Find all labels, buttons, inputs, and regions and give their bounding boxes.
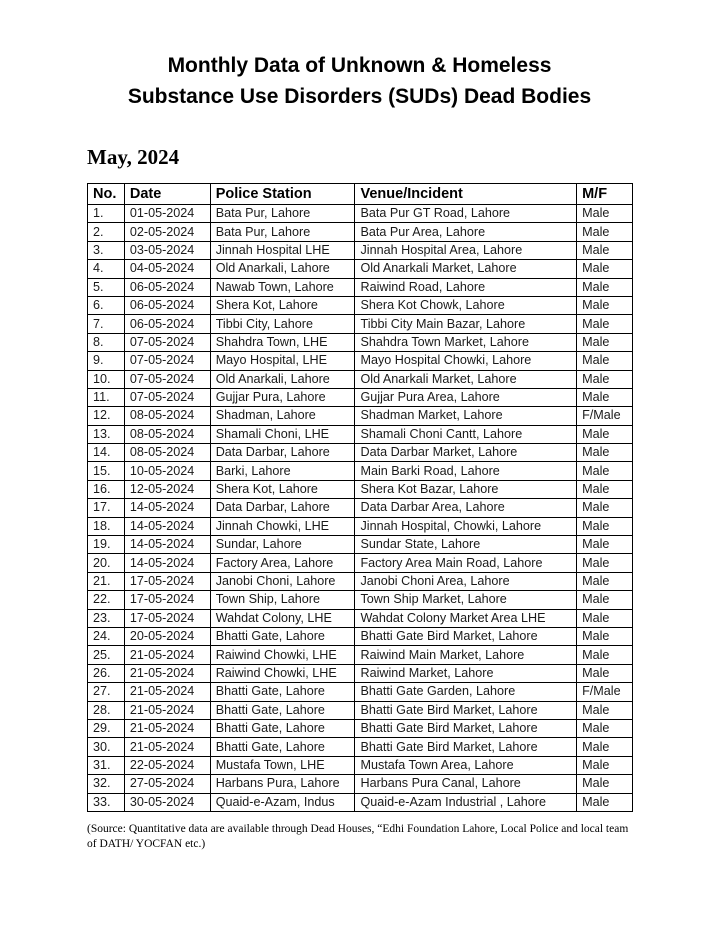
dead-bodies-table [87, 183, 633, 812]
cell-date: 03-05-2024 [124, 241, 210, 259]
cell-police-station: Bhatti Gate, Lahore [210, 627, 355, 645]
cell-venue-incident: Shadman Market, Lahore [355, 407, 577, 425]
table-row [88, 278, 633, 296]
cell-venue-incident: Gujjar Pura Area, Lahore [355, 388, 577, 406]
cell-date: 14-05-2024 [124, 554, 210, 572]
cell-venue-incident: Bhatti Gate Bird Market, Lahore [355, 701, 577, 719]
cell-date: 14-05-2024 [124, 517, 210, 535]
cell-no: 8. [88, 333, 125, 351]
cell-venue-incident: Wahdat Colony Market Area LHE [355, 609, 577, 627]
cell-gender: Male [577, 444, 633, 462]
cell-venue-incident: Old Anarkali Market, Lahore [355, 370, 577, 388]
table-row [88, 591, 633, 609]
table-row [88, 499, 633, 517]
cell-gender: Male [577, 278, 633, 296]
table-row [88, 572, 633, 590]
cell-police-station: Bata Pur, Lahore [210, 223, 355, 241]
cell-no: 24. [88, 627, 125, 645]
cell-date: 21-05-2024 [124, 683, 210, 701]
cell-gender: Male [577, 315, 633, 333]
table-row [88, 296, 633, 314]
cell-venue-incident: Bhatti Gate Bird Market, Lahore [355, 627, 577, 645]
cell-no: 2. [88, 223, 125, 241]
cell-venue-incident: Factory Area Main Road, Lahore [355, 554, 577, 572]
cell-gender: Male [577, 646, 633, 664]
table-row [88, 315, 633, 333]
cell-venue-incident: Tibbi City Main Bazar, Lahore [355, 315, 577, 333]
cell-date: 17-05-2024 [124, 609, 210, 627]
cell-date: 17-05-2024 [124, 591, 210, 609]
cell-police-station: Mayo Hospital, LHE [210, 352, 355, 370]
cell-date: 22-05-2024 [124, 756, 210, 774]
cell-gender: Male [577, 664, 633, 682]
cell-date: 02-05-2024 [124, 223, 210, 241]
cell-venue-incident: Raiwind Market, Lahore [355, 664, 577, 682]
cell-gender: Male [577, 499, 633, 517]
table-row [88, 554, 633, 572]
cell-no: 14. [88, 444, 125, 462]
cell-venue-incident: Shahdra Town Market, Lahore [355, 333, 577, 351]
cell-no: 27. [88, 683, 125, 701]
cell-police-station: Sundar, Lahore [210, 536, 355, 554]
header-venue-incident: Venue/Incident [355, 184, 577, 205]
header-date: Date [124, 184, 210, 205]
table-row [88, 517, 633, 535]
cell-date: 21-05-2024 [124, 738, 210, 756]
cell-gender: F/Male [577, 407, 633, 425]
cell-police-station: Bhatti Gate, Lahore [210, 719, 355, 737]
cell-gender: Male [577, 205, 633, 223]
cell-venue-incident: Janobi Choni Area, Lahore [355, 572, 577, 590]
header-police-station: Police Station [210, 184, 355, 205]
cell-venue-incident: Main Barki Road, Lahore [355, 462, 577, 480]
table-row [88, 425, 633, 443]
cell-venue-incident: Town Ship Market, Lahore [355, 591, 577, 609]
cell-venue-incident: Shera Kot Bazar, Lahore [355, 480, 577, 498]
cell-police-station: Janobi Choni, Lahore [210, 572, 355, 590]
cell-police-station: Jinnah Chowki, LHE [210, 517, 355, 535]
cell-no: 25. [88, 646, 125, 664]
cell-no: 17. [88, 499, 125, 517]
cell-date: 08-05-2024 [124, 425, 210, 443]
cell-no: 28. [88, 701, 125, 719]
cell-no: 26. [88, 664, 125, 682]
cell-venue-incident: Bata Pur GT Road, Lahore [355, 205, 577, 223]
cell-no: 29. [88, 719, 125, 737]
cell-gender: Male [577, 480, 633, 498]
table-row [88, 260, 633, 278]
table-row [88, 609, 633, 627]
cell-no: 16. [88, 480, 125, 498]
table-body [88, 205, 633, 812]
cell-date: 07-05-2024 [124, 352, 210, 370]
cell-police-station: Jinnah Hospital LHE [210, 241, 355, 259]
cell-no: 3. [88, 241, 125, 259]
cell-police-station: Bata Pur, Lahore [210, 205, 355, 223]
cell-venue-incident: Raiwind Main Market, Lahore [355, 646, 577, 664]
table-row [88, 536, 633, 554]
table-row [88, 756, 633, 774]
table-row [88, 719, 633, 737]
cell-no: 11. [88, 388, 125, 406]
source-note: (Source: Quantitative data are available through Dead Houses, “Edhi Foundation Lahore, Local Police and local team of DATH/ YOCFAN etc.) [87, 823, 629, 850]
cell-gender: Male [577, 223, 633, 241]
cell-gender: Male [577, 719, 633, 737]
cell-gender: Male [577, 352, 633, 370]
cell-gender: Male [577, 738, 633, 756]
cell-no: 18. [88, 517, 125, 535]
table-row [88, 444, 633, 462]
title-line-1: Monthly Data of Unknown & Homeless [167, 54, 552, 77]
cell-date: 06-05-2024 [124, 278, 210, 296]
cell-no: 20. [88, 554, 125, 572]
cell-venue-incident: Jinnah Hospital Area, Lahore [355, 241, 577, 259]
table-header-row [88, 184, 633, 205]
cell-police-station: Gujjar Pura, Lahore [210, 388, 355, 406]
cell-date: 17-05-2024 [124, 572, 210, 590]
cell-police-station: Bhatti Gate, Lahore [210, 738, 355, 756]
cell-no: 21. [88, 572, 125, 590]
cell-venue-incident: Bhatti Gate Garden, Lahore [355, 683, 577, 701]
cell-date: 08-05-2024 [124, 444, 210, 462]
cell-gender: Male [577, 572, 633, 590]
cell-venue-incident: Shera Kot Chowk, Lahore [355, 296, 577, 314]
cell-venue-incident: Raiwind Road, Lahore [355, 278, 577, 296]
cell-gender: Male [577, 591, 633, 609]
cell-gender: Male [577, 627, 633, 645]
cell-police-station: Shamali Choni, LHE [210, 425, 355, 443]
cell-no: 5. [88, 278, 125, 296]
cell-date: 06-05-2024 [124, 296, 210, 314]
table-row [88, 407, 633, 425]
cell-venue-incident: Bata Pur Area, Lahore [355, 223, 577, 241]
cell-police-station: Shahdra Town, LHE [210, 333, 355, 351]
cell-no: 32. [88, 775, 125, 793]
cell-date: 21-05-2024 [124, 664, 210, 682]
cell-no: 1. [88, 205, 125, 223]
cell-police-station: Mustafa Town, LHE [210, 756, 355, 774]
report-month: May, 2024 [87, 145, 180, 169]
cell-date: 20-05-2024 [124, 627, 210, 645]
cell-date: 27-05-2024 [124, 775, 210, 793]
table-row [88, 793, 633, 811]
cell-venue-incident: Data Darbar Area, Lahore [355, 499, 577, 517]
cell-venue-incident: Bhatti Gate Bird Market, Lahore [355, 738, 577, 756]
cell-no: 4. [88, 260, 125, 278]
cell-police-station: Raiwind Chowki, LHE [210, 646, 355, 664]
cell-gender: Male [577, 296, 633, 314]
table-row [88, 627, 633, 645]
cell-gender: Male [577, 388, 633, 406]
cell-no: 7. [88, 315, 125, 333]
table-row [88, 205, 633, 223]
cell-gender: Male [577, 609, 633, 627]
cell-venue-incident: Jinnah Hospital, Chowki, Lahore [355, 517, 577, 535]
title-line-2: Substance Use Disorders (SUDs) Dead Bodies [127, 85, 592, 108]
cell-venue-incident: Shamali Choni Cantt, Lahore [355, 425, 577, 443]
table-row [88, 664, 633, 682]
cell-gender: Male [577, 517, 633, 535]
cell-date: 10-05-2024 [124, 462, 210, 480]
document-title [0, 50, 719, 112]
cell-venue-incident: Data Darbar Market, Lahore [355, 444, 577, 462]
cell-venue-incident: Harbans Pura Canal, Lahore [355, 775, 577, 793]
cell-police-station: Raiwind Chowki, LHE [210, 664, 355, 682]
cell-police-station: Nawab Town, Lahore [210, 278, 355, 296]
header-no: No. [88, 184, 125, 205]
table-row [88, 388, 633, 406]
cell-venue-incident: Mustafa Town Area, Lahore [355, 756, 577, 774]
cell-gender: Male [577, 756, 633, 774]
cell-venue-incident: Mayo Hospital Chowki, Lahore [355, 352, 577, 370]
cell-police-station: Barki, Lahore [210, 462, 355, 480]
cell-date: 07-05-2024 [124, 388, 210, 406]
cell-police-station: Shera Kot, Lahore [210, 480, 355, 498]
cell-gender: Male [577, 260, 633, 278]
cell-venue-incident: Old Anarkali Market, Lahore [355, 260, 577, 278]
cell-police-station: Shera Kot, Lahore [210, 296, 355, 314]
cell-no: 30. [88, 738, 125, 756]
cell-police-station: Quaid-e-Azam, Indus [210, 793, 355, 811]
cell-gender: F/Male [577, 683, 633, 701]
cell-police-station: Old Anarkali, Lahore [210, 370, 355, 388]
cell-venue-incident: Sundar State, Lahore [355, 536, 577, 554]
cell-police-station: Old Anarkali, Lahore [210, 260, 355, 278]
cell-date: 07-05-2024 [124, 370, 210, 388]
cell-date: 07-05-2024 [124, 333, 210, 351]
cell-date: 06-05-2024 [124, 315, 210, 333]
table-row [88, 352, 633, 370]
cell-police-station: Bhatti Gate, Lahore [210, 701, 355, 719]
cell-police-station: Wahdat Colony, LHE [210, 609, 355, 627]
table-row [88, 683, 633, 701]
cell-no: 10. [88, 370, 125, 388]
table-row [88, 462, 633, 480]
cell-date: 08-05-2024 [124, 407, 210, 425]
table-row [88, 646, 633, 664]
cell-date: 30-05-2024 [124, 793, 210, 811]
cell-date: 12-05-2024 [124, 480, 210, 498]
cell-gender: Male [577, 425, 633, 443]
cell-venue-incident: Bhatti Gate Bird Market, Lahore [355, 719, 577, 737]
cell-date: 21-05-2024 [124, 701, 210, 719]
cell-date: 14-05-2024 [124, 499, 210, 517]
table-row [88, 480, 633, 498]
cell-date: 04-05-2024 [124, 260, 210, 278]
table-row [88, 241, 633, 259]
cell-gender: Male [577, 333, 633, 351]
cell-date: 14-05-2024 [124, 536, 210, 554]
cell-gender: Male [577, 370, 633, 388]
cell-gender: Male [577, 701, 633, 719]
table-row [88, 223, 633, 241]
cell-no: 31. [88, 756, 125, 774]
cell-police-station: Data Darbar, Lahore [210, 444, 355, 462]
cell-no: 19. [88, 536, 125, 554]
cell-no: 33. [88, 793, 125, 811]
cell-police-station: Bhatti Gate, Lahore [210, 683, 355, 701]
cell-gender: Male [577, 775, 633, 793]
table-row [88, 775, 633, 793]
table-row [88, 701, 633, 719]
header-gender: M/F [577, 184, 633, 205]
cell-gender: Male [577, 462, 633, 480]
cell-police-station: Town Ship, Lahore [210, 591, 355, 609]
cell-no: 9. [88, 352, 125, 370]
cell-gender: Male [577, 554, 633, 572]
cell-no: 23. [88, 609, 125, 627]
cell-date: 01-05-2024 [124, 205, 210, 223]
cell-gender: Male [577, 241, 633, 259]
cell-police-station: Data Darbar, Lahore [210, 499, 355, 517]
cell-no: 22. [88, 591, 125, 609]
cell-police-station: Harbans Pura, Lahore [210, 775, 355, 793]
cell-no: 12. [88, 407, 125, 425]
cell-no: 13. [88, 425, 125, 443]
table-row [88, 370, 633, 388]
cell-police-station: Shadman, Lahore [210, 407, 355, 425]
cell-gender: Male [577, 536, 633, 554]
cell-date: 21-05-2024 [124, 646, 210, 664]
cell-date: 21-05-2024 [124, 719, 210, 737]
cell-venue-incident: Quaid-e-Azam Industrial , Lahore [355, 793, 577, 811]
cell-no: 15. [88, 462, 125, 480]
cell-police-station: Tibbi City, Lahore [210, 315, 355, 333]
table-row [88, 333, 633, 351]
cell-no: 6. [88, 296, 125, 314]
cell-police-station: Factory Area, Lahore [210, 554, 355, 572]
table-row [88, 738, 633, 756]
cell-gender: Male [577, 793, 633, 811]
